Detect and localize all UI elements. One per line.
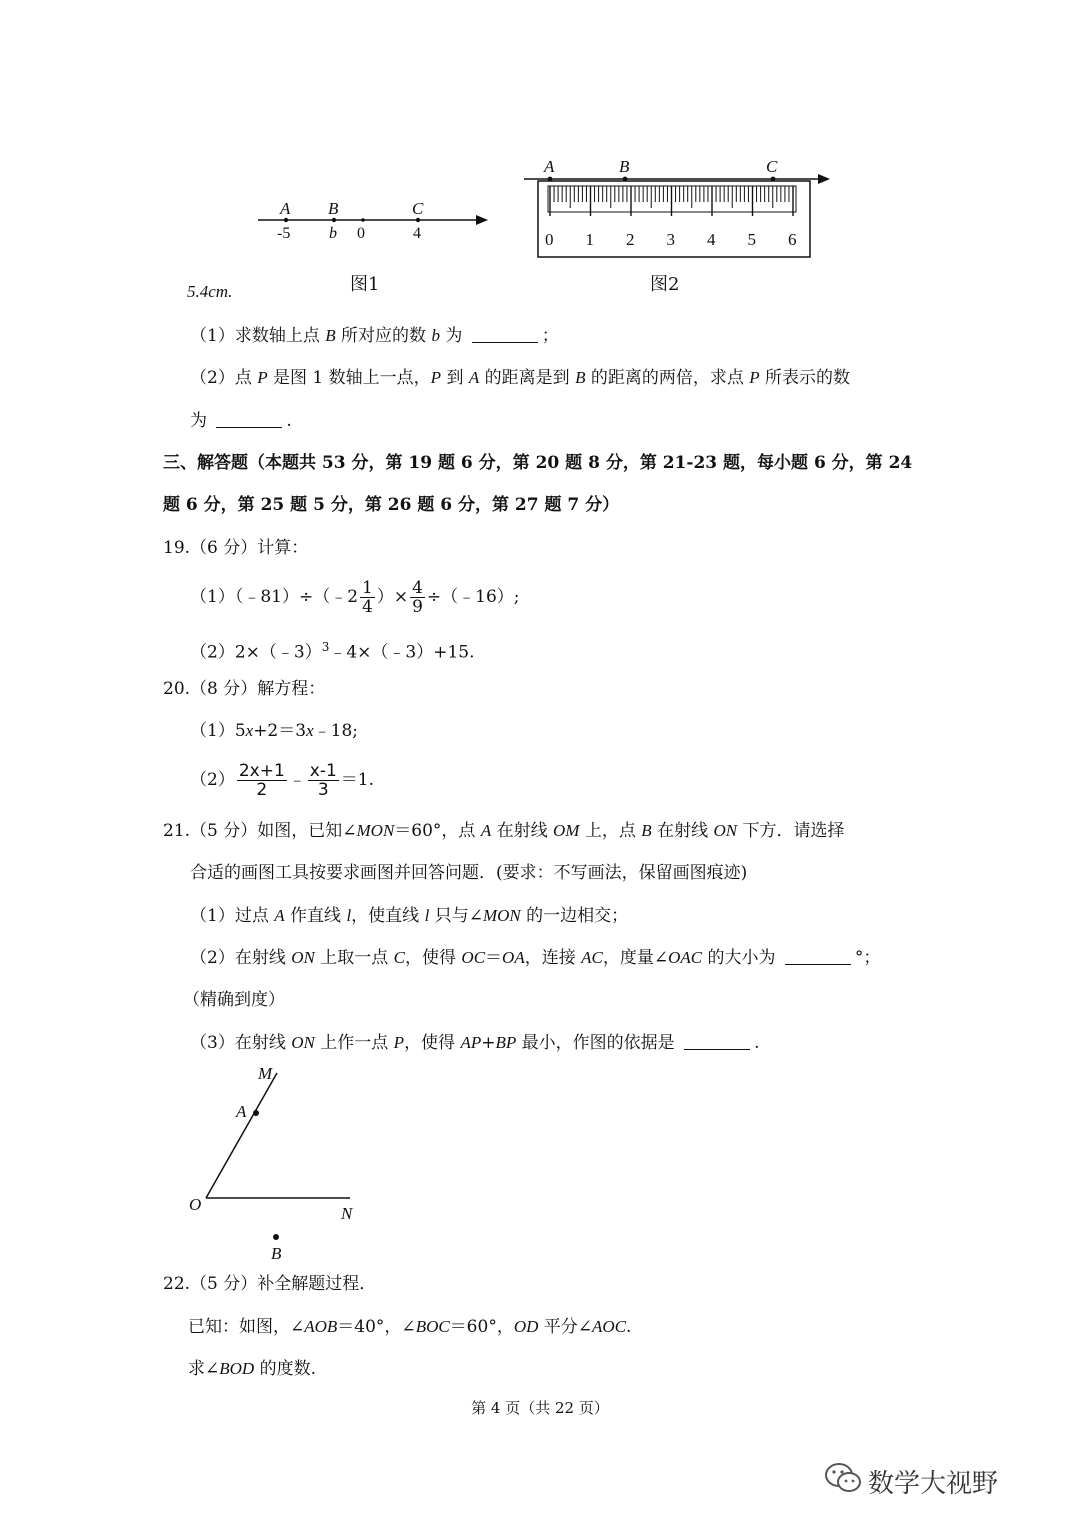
answer-blank [216, 411, 282, 428]
fraction-four-ninths: $\frac{4}{9}$ [412, 577, 423, 617]
question-21-part-1: （1）过点 A 作直线 l，使直线 l 只与∠MON 的一边相交； [190, 906, 629, 926]
tick-b: b [329, 225, 337, 242]
question-20-part-2: （2） $\frac{2x+1}{2}$ ﹣ $\frac{x-1}{3}$ ＝1. [190, 760, 375, 800]
question-19-title: 19.（6 分）计算： [163, 538, 309, 558]
ray-om [206, 1073, 277, 1198]
figure-2-ruler [520, 155, 840, 265]
label-n: N [341, 1204, 353, 1223]
label-a: A [544, 157, 555, 176]
label-c: C [412, 199, 424, 218]
figure-1-caption: 图1 [350, 274, 380, 295]
question-20-title: 20.（8 分）解方程： [163, 679, 326, 699]
fraction-2x-plus-1-over-2: $\frac{2x+1}{2}$ [238, 760, 285, 800]
point-zero-dot [361, 218, 365, 222]
fraction-x-minus-1-over-3: $\frac{x-1}{3}$ [309, 760, 337, 800]
question-19-part-2: （2）2×（﹣3）$^3$﹣4×（﹣3）+15. [190, 640, 475, 663]
fraction-one-quarter: $\frac{1}{4}$ [362, 577, 373, 617]
section-3-heading-line-2: 题 6 分，第 25 题 5 分，第 26 题 6 分，第 27 题 7 分） [163, 495, 620, 515]
label-b: B [328, 199, 339, 218]
point-c-dot [416, 218, 420, 222]
watermark-text: 数学大视野 [868, 1469, 999, 1499]
question-22-known: 已知：如图，∠AOB＝40°，∠BOC＝60°，OD 平分∠AOC. [188, 1317, 632, 1337]
figure-1-number-line [250, 195, 500, 245]
question-21-line-2: 合适的画图工具按要求画图并回答问题．(要求：不写画法，保留画图痕迹) [190, 863, 748, 883]
figure-angle-mon [180, 1060, 380, 1265]
section-3-heading-line-1: 三、解答题（本题共 53 分，第 19 题 6 分，第 20 题 8 分，第 21-23 题，每小题 6 分，第 24 [163, 453, 913, 473]
label-c: C [766, 157, 778, 176]
question-21-line-1: 21.（5 分）如图，已知∠MON＝60°，点 A 在射线 OM 上，点 B 在射线 ON 下方．请选择 [163, 821, 845, 841]
tick-4: 4 [413, 225, 421, 242]
question-21-part-2: （2）在射线 ON 上取一点 C，使得 OC＝OA，连接 AC，度量∠OAC 的大小为 °； [190, 948, 881, 968]
question-18-part-2-line-2: 为 . [190, 411, 292, 431]
arrow-head-icon [476, 215, 488, 225]
arrow-head-icon [818, 174, 830, 184]
point-b-dot [332, 218, 336, 222]
page-footer: 第 4 页（共 22 页） [471, 1399, 609, 1417]
point-b-dot [273, 1234, 279, 1240]
label-b: B [619, 157, 630, 176]
ruler-scale-label: 6 [788, 230, 797, 249]
point-a-dot [284, 218, 288, 222]
ruler-scale-label: 4 [707, 230, 716, 249]
wechat-logo-icon [824, 1460, 864, 1496]
label-a: A [280, 199, 291, 218]
ruler-scale-label: 0 [545, 230, 554, 249]
question-19-part-1: （1）（﹣81）÷（﹣2 $\frac{1}{4}$ ）× $\frac{4}{9}$ ÷（﹣16）; [190, 577, 520, 617]
ruler-scale-labels [545, 230, 797, 249]
point-a-dot [253, 1110, 259, 1116]
question-22-ask: 求∠BOD 的度数. [188, 1359, 317, 1379]
question-22-title: 22.（5 分）补全解题过程． [163, 1274, 377, 1294]
question-18-part-1: （1）求数轴上点 B 所对应的数 b 为 ； [190, 326, 559, 346]
label-o: O [189, 1195, 202, 1214]
question-18-part-2-line-1: （2）点 P 是图 1 数轴上一点，P 到 A 的距离是到 B 的距离的两倍，求点 P 所表示的数 [190, 368, 851, 388]
ruler-scale-label: 1 [585, 230, 594, 249]
label-m: M [258, 1064, 273, 1083]
answer-blank [472, 326, 538, 343]
ruler-scale-label: 3 [666, 230, 675, 249]
answer-blank [684, 1033, 750, 1050]
tick-minus-5: -5 [277, 225, 291, 242]
answer-blank [785, 948, 851, 965]
tick-zero: 0 [357, 225, 365, 242]
label-b: B [271, 1244, 282, 1263]
question-18-tail: 5.4cm. [187, 282, 233, 301]
question-21-part-3: （3）在射线 ON 上作一点 P，使得 AP+BP 最小，作图的依据是 . [190, 1033, 760, 1053]
label-a: A [236, 1102, 247, 1121]
ruler-scale-label: 5 [747, 230, 756, 249]
ruler-scale-label: 2 [626, 230, 635, 249]
question-20-part-1: （1）5x+2＝3x﹣18; [190, 721, 358, 741]
question-21-part-2-note: （精确到度） [183, 990, 285, 1010]
figure-2-caption: 图2 [650, 274, 680, 295]
